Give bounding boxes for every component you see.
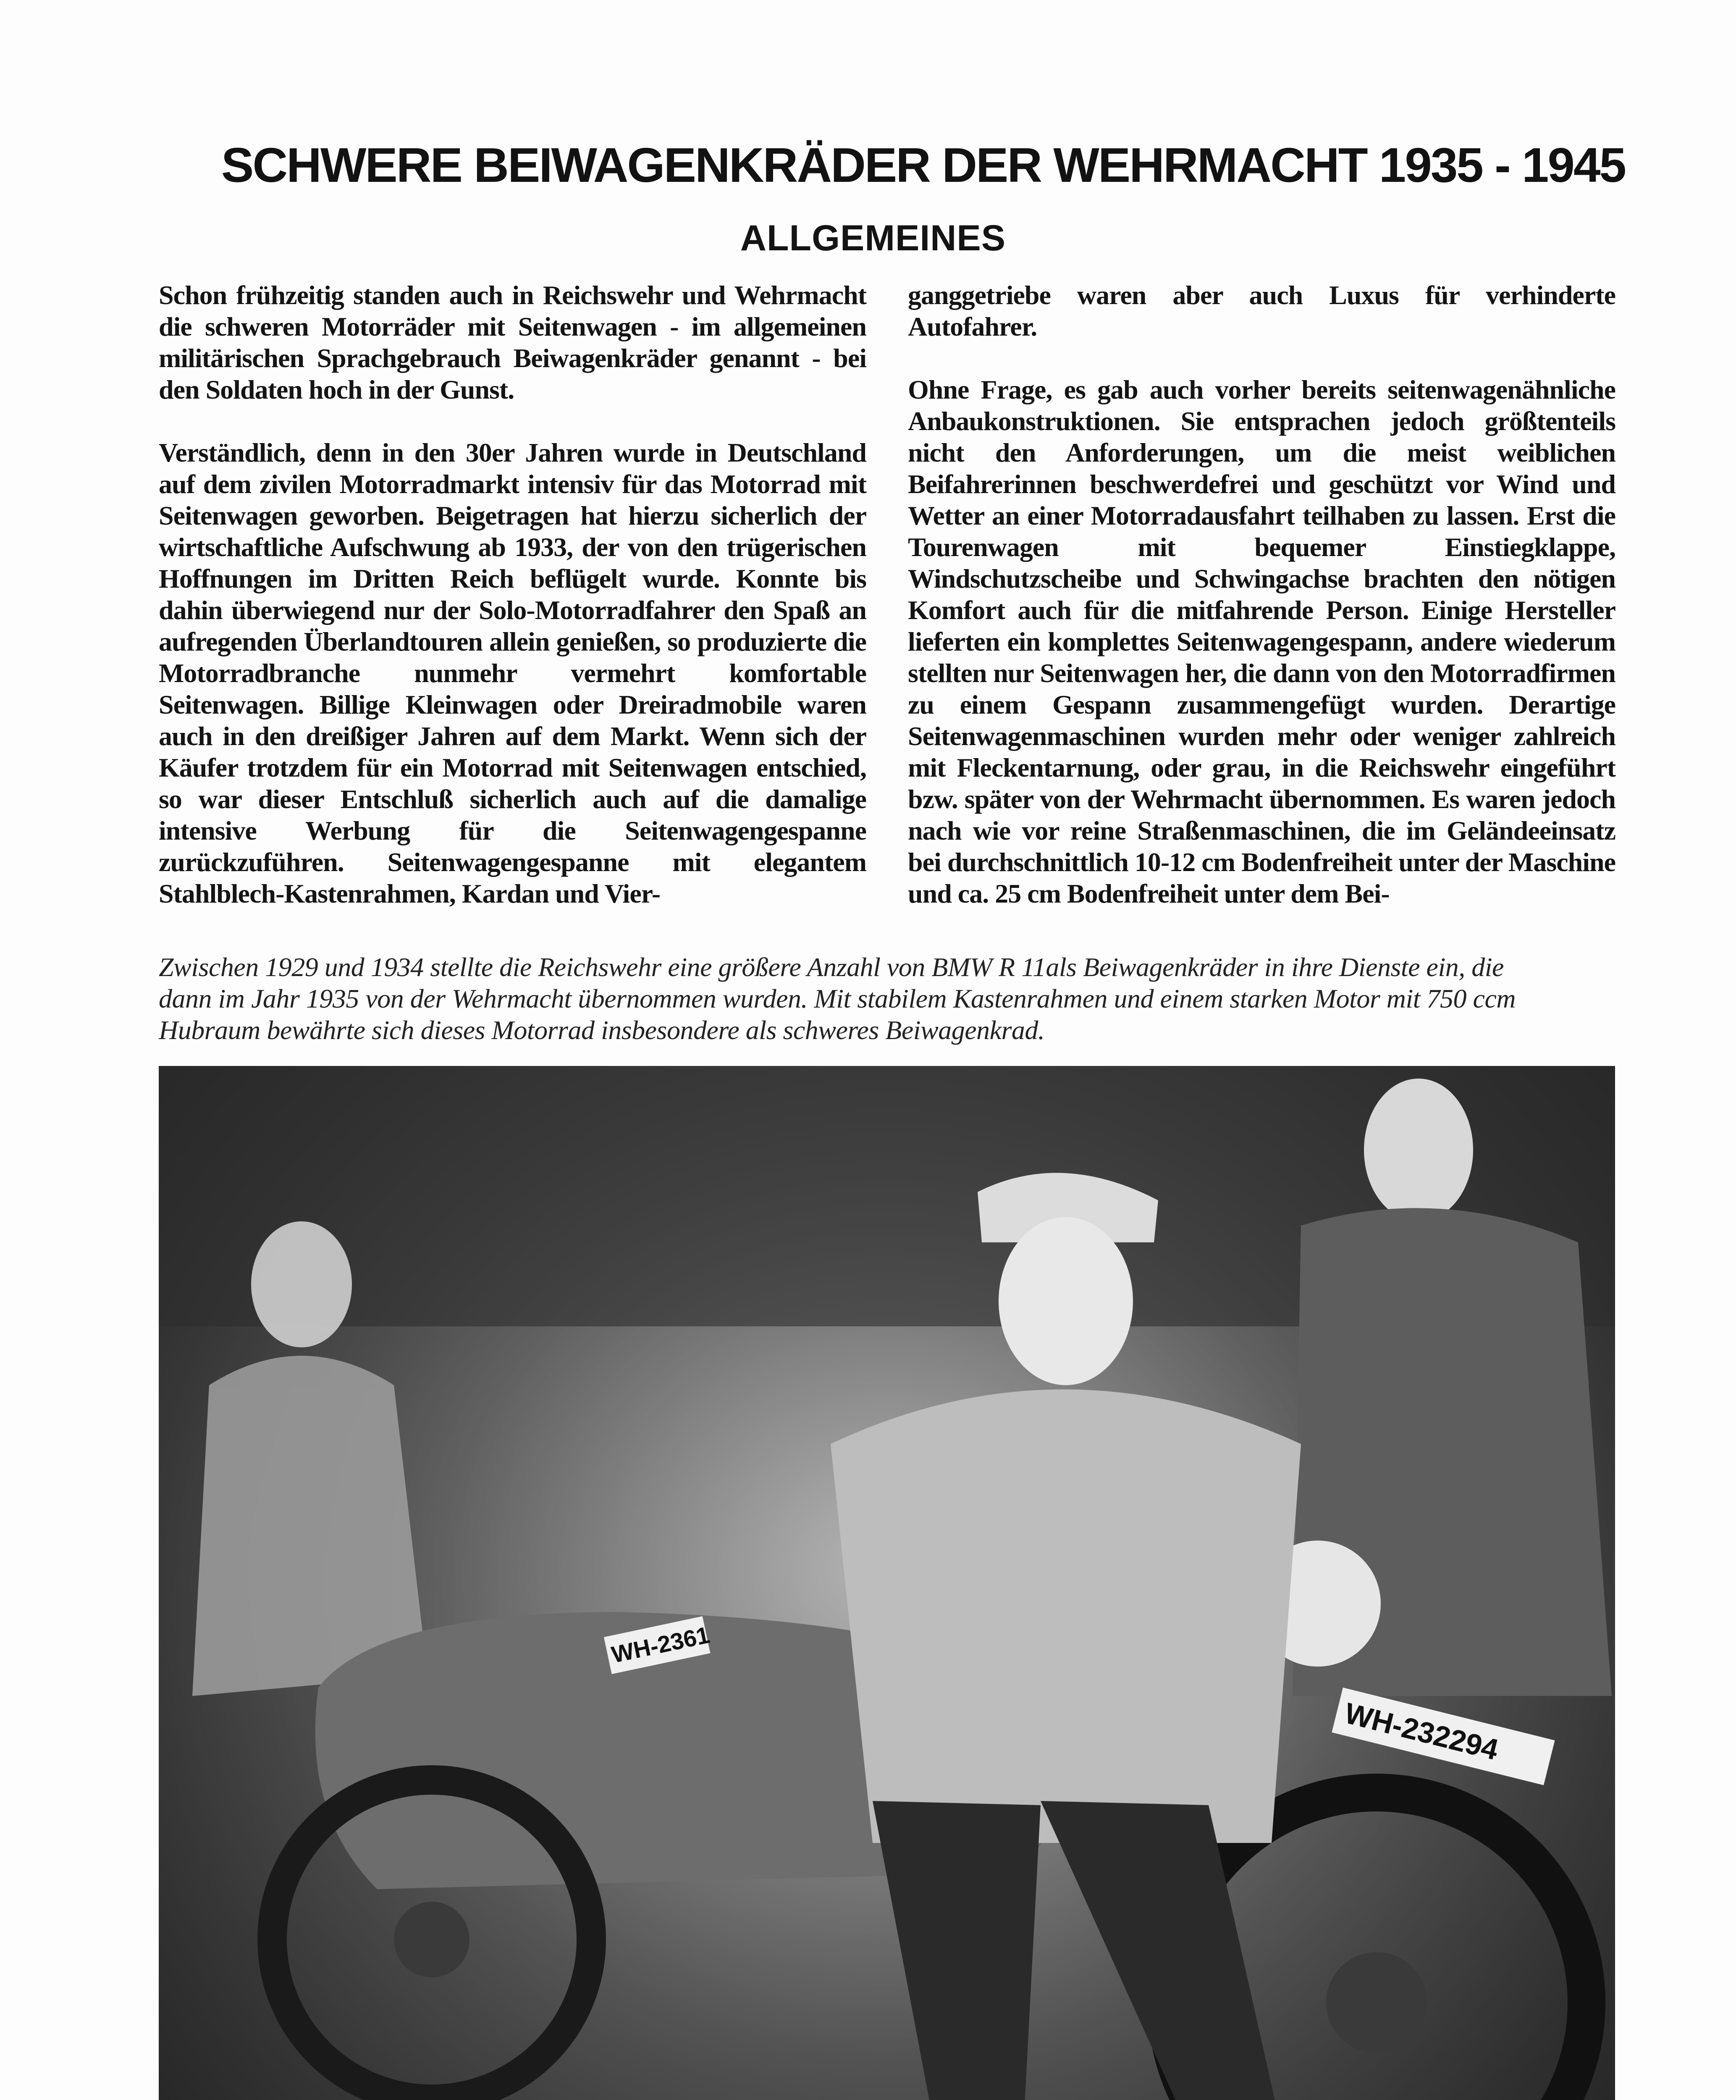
caption-line: dann im Jahr 1935 von der Wehrmacht übernommen wurden. Mit stabilem Kastenrahmen und einem starken Motor mit 750 ccm [159,984,1516,1013]
paragraph: Schon frühzeitig standen auch in Reichswehr und Wehrmacht die schweren Motorräder mit Seitenwagen - im allgemeinen militärischen Sprachgebrauch Beiwagenkräder genannt - bei den Soldaten hoch in der Gunst. [159,280,866,404]
license-plate-left: WH-2361 [609,1621,712,1668]
paragraph: Verständlich, denn in den 30er Jahren wurde in Deutschland auf dem zivilen Motorradmarkt intensiv für das Motorrad mit Seitenwagen geworben. Beigetragen hat hierzu sicherlich der wirtschaftliche Aufschwung ab 1933, der von den trügerischen Hoffnungen im Dritten Reich beflügelt wurde. Konnte bis dahin überwiegend nur der Solo-Motorradfahrer den Spaß an aufregenden Überlandtouren allein genießen, so produzierte die Motorradbranche nunmehr vermehrt komfortable Seitenwagen. Billige Kleinwagen oder Dreiradmobile waren auch in den dreißiger Jahren auf dem Markt. Wenn sich der Käufer trotzdem für ein Motorrad mit Seitenwagen entschied, so war dieser Entschluß sicherlich auch auf die damalige intensive Werbung für die Seitenwagengespanne zurückzuführen. Seitenwagengespanne mit elegantem Stahlblech-Kastenrahmen, Kardan und Vier- [159,438,866,908]
paragraph: ganggetriebe waren aber auch Luxus für verhinderte Autofahrer. [908,280,1615,341]
historic-photo [159,1066,1615,2100]
paragraph: Ohne Frage, es gab auch vorher bereits seitenwagenähnliche Anbaukonstruktionen. Sie entsprachen jedoch größtenteils nicht den Anforderungen, um die meist weiblichen Beifahrerinnen beschwerdefrei und geschützt vor Wind und Wetter an einer Motorradausfahrt teilhaben zu lassen. Erst die Tourenwagen mit bequemer Einstiegklappe, Windschutzscheibe und Schwingachse brachten den nötigen Komfort auch für die mitfahrende Person. Einige Hersteller lieferten ein komplettes Seitenwagengespann, andere wiederum stellten nur Seitenwagen her, die dann von den Motorradfirmen zu einem Gespann zusammengefügt wurden. Derartige Seitenwagenmaschinen wurden mehr oder weniger zahlreich mit Fleckentarnung, oder grau, in die Reichswehr eingeführt bzw. später von der Wehrmacht übernommen. Es waren jedoch nach wie vor reine Straßenmaschinen, die im Geländeeinsatz bei durchschnittlich 10-12 cm Bodenfreiheit unter der Maschine und ca. 25 cm Bodenfreiheit unter dem Bei- [908,375,1615,908]
photo-caption [159,951,1615,1046]
license-plate-right: WH-232294 [1341,1696,1502,1767]
page-title: SCHWERE BEIWAGENKRÄDER DER WEHRMACHT 1935 - 1945 [221,138,1625,192]
caption-line: Zwischen 1929 und 1934 stellte die Reichswehr eine größere Anzahl von BMW R 11als Beiwagenkräder in ihre Dienste ein, die [159,952,1504,982]
photo-illustration [159,1066,1615,2100]
text-column-left [159,279,866,941]
text-column-right [908,279,1615,941]
caption-line: Hubraum bewährte sich dieses Motorrad insbesondere als schweres Beiwagenkrad. [159,1015,1045,1045]
section-heading: ALLGEMEINES [740,218,1006,258]
